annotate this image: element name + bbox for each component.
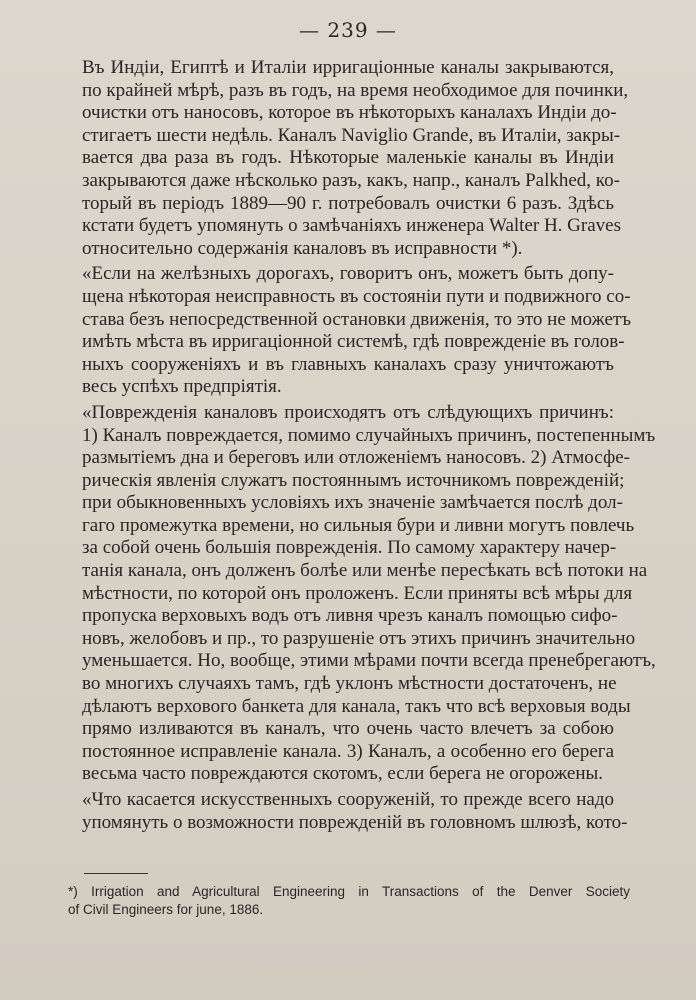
text-line: по крайней мѣрѣ, разъ въ годъ, на время необходимое для починки,: [82, 79, 629, 101]
text-line: размытіемъ дна и береговъ или отложеніемъ наносовъ. 2) Атмосфе-: [82, 447, 631, 469]
text-line: упомянуть о возможности поврежденій въ головномъ шлюзѣ, кото-: [82, 811, 628, 833]
text-line: «Поврежденія каналовъ происходятъ отъ слѣдующихъ причинъ:: [82, 401, 614, 423]
text-line: щена нѣкоторая неисправность въ состояніи пути и подвижного со-: [82, 285, 631, 307]
text-line: постоянное исправленіе канала. 3) Каналъ, а особенно его берега: [82, 740, 614, 762]
text-line: мѣстности, по которой онъ проложенъ. Если приняты всѣ мѣры для: [82, 582, 633, 604]
footnote-separator: [84, 873, 148, 874]
text-line: новъ, желобовъ и пр., то разрушеніе отъ этихъ причинъ значительно: [82, 627, 636, 649]
text-line: дѣлаютъ верхового банкета для канала, такъ что всѣ верховыя воды: [82, 695, 631, 717]
text-line: «Если на желѣзныхъ дорогахъ, говоритъ онъ, можетъ быть допу-: [82, 263, 614, 285]
footnote-line: *) Irrigation and Agricultural Engineering in Transactions of the Denver Society: [68, 884, 630, 899]
text-line: вается два раза въ годъ. Нѣкоторые маленькіе каналы въ Индіи: [82, 147, 614, 169]
text-line: относительно содержанія каналовъ въ исправности *).: [82, 237, 523, 259]
text-line: весьма часто повреждаются скотомъ, если берега не огорожены.: [82, 763, 604, 785]
footnote-line: of Civil Engineers for june, 1886.: [68, 902, 264, 917]
body-text: [82, 57, 656, 834]
text-line: гаго промежутка времени, но сильныя бури и ливни могутъ повлечь: [82, 514, 635, 536]
text-line: пропуска верховыхъ водъ отъ ливня чрезъ каналъ помощью сифо-: [82, 605, 618, 627]
text-line: танія канала, онъ долженъ болѣе или менѣе пересѣкать всѣ потоки на: [82, 560, 648, 582]
paragraph-2: [82, 263, 632, 399]
text-line: 1) Каналъ повреждается, помимо случайныхъ причинъ, постепеннымъ: [82, 424, 656, 446]
text-line: имѣть мѣста въ ирригаціонной системѣ, гдѣ поврежденіе въ голов-: [82, 331, 625, 353]
text-line: закрываются даже нѣсколько разъ, какъ, напр., каналъ Palkhed, ко-: [82, 169, 620, 191]
text-line: уменьшается. Но, вообще, этими мѣрами почти всегда пренебрегаютъ,: [82, 650, 656, 672]
text-line: во многихъ случаяхъ тамъ, гдѣ уклонъ мѣстности достаточенъ, не: [82, 673, 617, 695]
paragraph-1: [82, 57, 629, 260]
text-line: «Что касается искусственныхъ сооруженій, то прежде всего надо: [82, 789, 614, 810]
text-line: очистки отъ наносовъ, которое въ нѣкоторыхъ каналахъ Индіи до-: [82, 102, 617, 124]
text-line: рическія явленія служатъ постояннымъ источникомъ поврежденій;: [82, 469, 625, 491]
text-line: кстати будетъ упомянуть о замѣчаніяхъ инженера Walter H. Graves: [82, 215, 621, 237]
text-line: прямо изливаются въ каналъ, что очень часто влечетъ за собою: [82, 718, 614, 740]
text-line: ныхъ сооруженіяхъ и въ главныхъ каналахъ сразу уничтожаютъ: [82, 353, 614, 375]
text-line: за собой очень большія поврежденія. По самому характеру начер-: [82, 537, 617, 559]
text-line: торый въ періодъ 1889—90 г. потребовалъ очистки 6 разъ. Здѣсь: [82, 192, 614, 214]
paragraph-3: [82, 401, 656, 786]
page-number: — 239 —: [299, 18, 397, 42]
text-line: става безъ непосредственной остановки движенія, то это не можетъ: [82, 308, 632, 330]
text-line: при обыкновенныхъ условіяхъ ихъ значеніе замѣчается послѣ дол-: [82, 492, 623, 514]
text-line: стигаетъ шести недѣль. Каналъ Naviglio Grande, въ Италіи, закры-: [82, 124, 621, 146]
text-line: весь успѣхъ предпріятія.: [82, 376, 282, 398]
footnote: [68, 883, 630, 919]
text-line: Въ Индіи, Египтѣ и Италіи ирригаціонные каналы закрываются,: [82, 57, 614, 78]
paragraph-4: [82, 789, 628, 834]
